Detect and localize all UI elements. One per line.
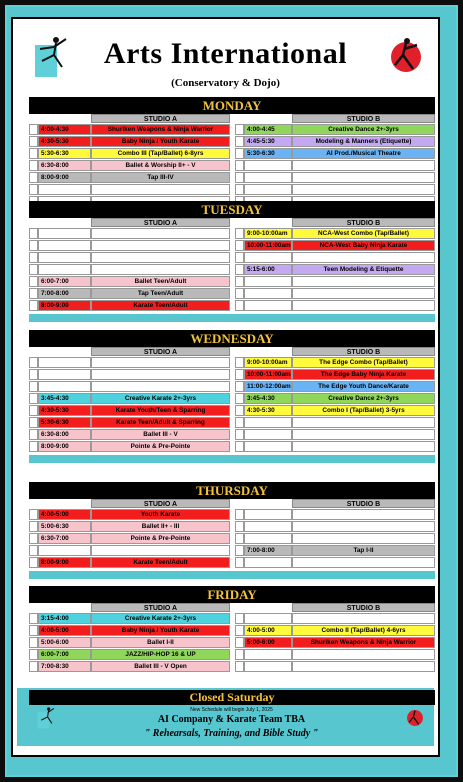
row-checkbox [235, 172, 244, 183]
studio-b-header: STUDIO B [292, 218, 435, 227]
header [17, 21, 434, 93]
class-name [292, 172, 435, 183]
class-time: 10:00-11:00am [244, 369, 292, 380]
row-checkbox [235, 136, 244, 147]
row-checkbox [29, 300, 38, 311]
class-name: Shuriken Weapons & Ninja Warrior [91, 124, 230, 135]
studio-a-header: STUDIO A [91, 347, 230, 356]
class-name [292, 184, 435, 195]
class-time: 6:00-7:00 [38, 276, 91, 287]
day-schedule [29, 499, 435, 571]
class-name: The Edge Baby Ninja Karate [292, 369, 435, 380]
row-checkbox [235, 228, 244, 239]
row-checkbox [235, 264, 244, 275]
row-checkbox [29, 637, 38, 648]
company-line: AI Company & Karate Team TBA [157, 714, 306, 725]
day-schedule [29, 218, 435, 314]
class-time: 10:00-11:00am [244, 240, 292, 251]
class-time: 4:30-5:30 [38, 405, 91, 416]
row-checkbox [29, 228, 38, 239]
class-time [244, 521, 292, 532]
class-time: 6:30-8:00 [38, 160, 91, 171]
section-separator [29, 455, 435, 463]
class-name: AI Prod./Musical Theatre [292, 148, 435, 159]
class-name: Modeling & Manners (Etiquette) [292, 136, 435, 147]
class-name [292, 521, 435, 532]
class-time [244, 441, 292, 452]
ballerina-footer-icon [36, 704, 56, 732]
row-checkbox [29, 441, 38, 452]
class-name: Tap I-II [292, 545, 435, 556]
class-name: Pointe & Pre-Pointe [91, 441, 230, 452]
class-name: Karate Teen/Adult & Sparring [91, 417, 230, 428]
row-checkbox [29, 393, 38, 404]
day-header-thursday: THURSDAY [29, 482, 435, 499]
row-checkbox [29, 381, 38, 392]
class-time: 8:00-9:00 [38, 441, 91, 452]
day-header-friday: FRIDAY [29, 586, 435, 603]
class-name: JAZZ/HIP-HOP 16 & UP [91, 649, 230, 660]
row-checkbox [235, 417, 244, 428]
row-checkbox [235, 661, 244, 672]
class-name: Combo I (Tap/Ballet) 3-5yrs [292, 405, 435, 416]
class-name [292, 276, 435, 287]
row-checkbox [235, 240, 244, 251]
class-time: 4:30-5:30 [244, 405, 292, 416]
row-checkbox [235, 649, 244, 660]
row-checkbox [29, 613, 38, 624]
class-time: 6:30-8:00 [38, 429, 91, 440]
row-checkbox [29, 124, 38, 135]
row-checkbox [235, 509, 244, 520]
row-checkbox [235, 369, 244, 380]
class-time: 4:45-5:30 [244, 136, 292, 147]
class-name: The Edge Youth Dance/Karate [292, 381, 435, 392]
row-checkbox [29, 264, 38, 275]
class-time: 6:30-7:00 [38, 533, 91, 544]
class-name: Shuriken Weapons & Ninja Warrior [292, 637, 435, 648]
class-name: Pointe & Pre-Pointe [91, 533, 230, 544]
class-name [292, 417, 435, 428]
closed-notice: Closed Saturday [29, 690, 435, 705]
row-checkbox [235, 393, 244, 404]
studio-b-header: STUDIO B [292, 499, 435, 508]
row-checkbox [235, 637, 244, 648]
class-time: 7:00-8:00 [38, 288, 91, 299]
row-checkbox [29, 357, 38, 368]
class-time: 8:00-9:00 [38, 300, 91, 311]
class-name: Creative Dance 2+-3yrs [292, 124, 435, 135]
row-checkbox [235, 288, 244, 299]
class-time [38, 252, 91, 263]
class-name: Youth Karate [91, 509, 230, 520]
class-time [38, 240, 91, 251]
class-time: 11:00-12:00am [244, 381, 292, 392]
class-time: 3:45-4:30 [38, 393, 91, 404]
class-time: 4:30-5:30 [38, 136, 91, 147]
class-time: 5:30-6:30 [38, 417, 91, 428]
row-checkbox [29, 625, 38, 636]
class-name: Baby Ninja / Youth Karate [91, 136, 230, 147]
row-checkbox [29, 148, 38, 159]
class-time: 9:00-10:00am [244, 357, 292, 368]
class-name: Baby Ninja / Youth Karate [91, 625, 230, 636]
class-time: 5:00-6:30 [38, 521, 91, 532]
row-checkbox [29, 521, 38, 532]
class-time [244, 172, 292, 183]
class-name: The Edge Combo (Tap/Ballet) [292, 357, 435, 368]
class-time: 4:00-5:00 [38, 509, 91, 520]
class-time [244, 417, 292, 428]
class-time: 3:15-4:00 [38, 613, 91, 624]
section-separator [29, 314, 435, 322]
class-name: Karate Youth/Teen & Sparring [91, 405, 230, 416]
row-checkbox [29, 172, 38, 183]
class-time: 6:00-7:00 [38, 649, 91, 660]
class-time [244, 160, 292, 171]
row-checkbox [29, 405, 38, 416]
class-time [244, 429, 292, 440]
class-time [244, 557, 292, 568]
class-time: 7:00-8:00 [244, 545, 292, 556]
class-time [38, 369, 91, 380]
class-name [292, 160, 435, 171]
class-time: 9:00-10:00am [244, 228, 292, 239]
class-name [292, 429, 435, 440]
class-name [91, 369, 230, 380]
class-name: Karate Teen/Adult [91, 300, 230, 311]
class-name [91, 228, 230, 239]
class-time [244, 276, 292, 287]
class-time: 8:00-9:00 [38, 557, 91, 568]
schedule-note: New Schedule will begin July 1, 2025 [190, 707, 273, 713]
class-name: NCA-West Baby Ninja Karate [292, 240, 435, 251]
class-time: 7:00-8:30 [38, 661, 91, 672]
class-time: 5:00-6:00 [244, 637, 292, 648]
class-time [38, 381, 91, 392]
row-checkbox [235, 300, 244, 311]
day-schedule [29, 603, 435, 675]
row-checkbox [29, 429, 38, 440]
class-name [292, 441, 435, 452]
row-checkbox [29, 184, 38, 195]
class-time [38, 545, 91, 556]
class-name [292, 533, 435, 544]
karate-logo-icon [388, 34, 424, 80]
row-checkbox [235, 381, 244, 392]
class-name: Creative Karate 2+-3yrs [91, 613, 230, 624]
class-name: Ballet Teen/Adult [91, 276, 230, 287]
class-time [244, 184, 292, 195]
class-name [91, 381, 230, 392]
class-name [292, 649, 435, 660]
row-checkbox [235, 557, 244, 568]
studio-a-header: STUDIO A [91, 499, 230, 508]
class-name [292, 557, 435, 568]
day-schedule [29, 347, 435, 455]
class-name [292, 613, 435, 624]
day-header-monday: MONDAY [29, 97, 435, 114]
studio-a-header: STUDIO A [91, 114, 230, 123]
row-checkbox [235, 124, 244, 135]
class-name: Combo III (Tap/Ballet) 6-8yrs [91, 148, 230, 159]
class-time: 5:00-6:00 [38, 637, 91, 648]
tagline: " Rehearsals, Training, and Bible Study " [144, 728, 319, 739]
class-name: NCA-West Combo (Tap/Ballet) [292, 228, 435, 239]
row-checkbox [235, 521, 244, 532]
row-checkbox [29, 252, 38, 263]
class-time: 5:30-6:30 [38, 148, 91, 159]
page-subtitle: (Conservatory & Dojo) [171, 77, 280, 89]
class-name: Creative Karate 2+-3yrs [91, 393, 230, 404]
class-time [244, 252, 292, 263]
row-checkbox [29, 288, 38, 299]
class-time [244, 649, 292, 660]
class-time: 3:45-4:30 [244, 393, 292, 404]
class-time [38, 228, 91, 239]
row-checkbox [29, 533, 38, 544]
class-name [91, 240, 230, 251]
row-checkbox [235, 405, 244, 416]
row-checkbox [29, 160, 38, 171]
row-checkbox [235, 184, 244, 195]
class-time: 5:15-6:00 [244, 264, 292, 275]
row-checkbox [235, 613, 244, 624]
row-checkbox [235, 533, 244, 544]
section-separator [29, 571, 435, 579]
studio-a-header: STUDIO A [91, 218, 230, 227]
row-checkbox [29, 545, 38, 556]
class-name [91, 264, 230, 275]
class-time: 4:00-4:45 [244, 124, 292, 135]
class-time [244, 661, 292, 672]
class-name [292, 661, 435, 672]
row-checkbox [235, 276, 244, 287]
class-name [292, 300, 435, 311]
class-time: 8:00-9:00 [38, 172, 91, 183]
row-checkbox [29, 649, 38, 660]
class-time: 4:00-5:00 [244, 625, 292, 636]
studio-a-header: STUDIO A [91, 603, 230, 612]
studio-b-header: STUDIO B [292, 114, 435, 123]
day-header-wednesday: WEDNESDAY [29, 330, 435, 347]
studio-b-header: STUDIO B [292, 347, 435, 356]
class-name [91, 545, 230, 556]
karate-footer-icon [405, 704, 425, 732]
class-name [292, 252, 435, 263]
page-title: Arts International [103, 37, 348, 70]
row-checkbox [235, 429, 244, 440]
class-time [244, 533, 292, 544]
class-name [292, 288, 435, 299]
class-name: Tap III-IV [91, 172, 230, 183]
class-time [244, 509, 292, 520]
class-time [244, 300, 292, 311]
class-name: Tap Teen/Adult [91, 288, 230, 299]
day-header-tuesday: TUESDAY [29, 201, 435, 218]
row-checkbox [235, 160, 244, 171]
class-time [38, 357, 91, 368]
row-checkbox [29, 661, 38, 672]
studio-b-header: STUDIO B [292, 603, 435, 612]
class-time: 4:00-5:00 [38, 625, 91, 636]
row-checkbox [235, 545, 244, 556]
row-checkbox [29, 276, 38, 287]
class-time [38, 184, 91, 195]
row-checkbox [235, 357, 244, 368]
row-checkbox [29, 557, 38, 568]
row-checkbox [29, 417, 38, 428]
class-name: Ballet III - V Open [91, 661, 230, 672]
class-time [244, 613, 292, 624]
class-time: 5:30-6:30 [244, 148, 292, 159]
class-name: Ballet II+ - III [91, 521, 230, 532]
class-time [38, 264, 91, 275]
class-name: Ballet III - V [91, 429, 230, 440]
row-checkbox [29, 240, 38, 251]
class-name: Ballet & Worship II+ - V [91, 160, 230, 171]
class-name: Creative Dance 2+-3yrs [292, 393, 435, 404]
class-name [91, 252, 230, 263]
day-schedule [29, 114, 435, 210]
class-name [91, 357, 230, 368]
row-checkbox [29, 136, 38, 147]
class-time [244, 288, 292, 299]
class-name [91, 184, 230, 195]
class-name: Karate Teen/Adult [91, 557, 230, 568]
class-name: Teen Modeling & Etiquette [292, 264, 435, 275]
class-name [292, 509, 435, 520]
class-time: 4:00-4:30 [38, 124, 91, 135]
row-checkbox [235, 252, 244, 263]
class-name: Combo II (Tap/Ballet) 4-6yrs [292, 625, 435, 636]
class-name: Ballet I-II [91, 637, 230, 648]
row-checkbox [235, 441, 244, 452]
row-checkbox [29, 369, 38, 380]
row-checkbox [235, 625, 244, 636]
row-checkbox [29, 509, 38, 520]
row-checkbox [235, 148, 244, 159]
